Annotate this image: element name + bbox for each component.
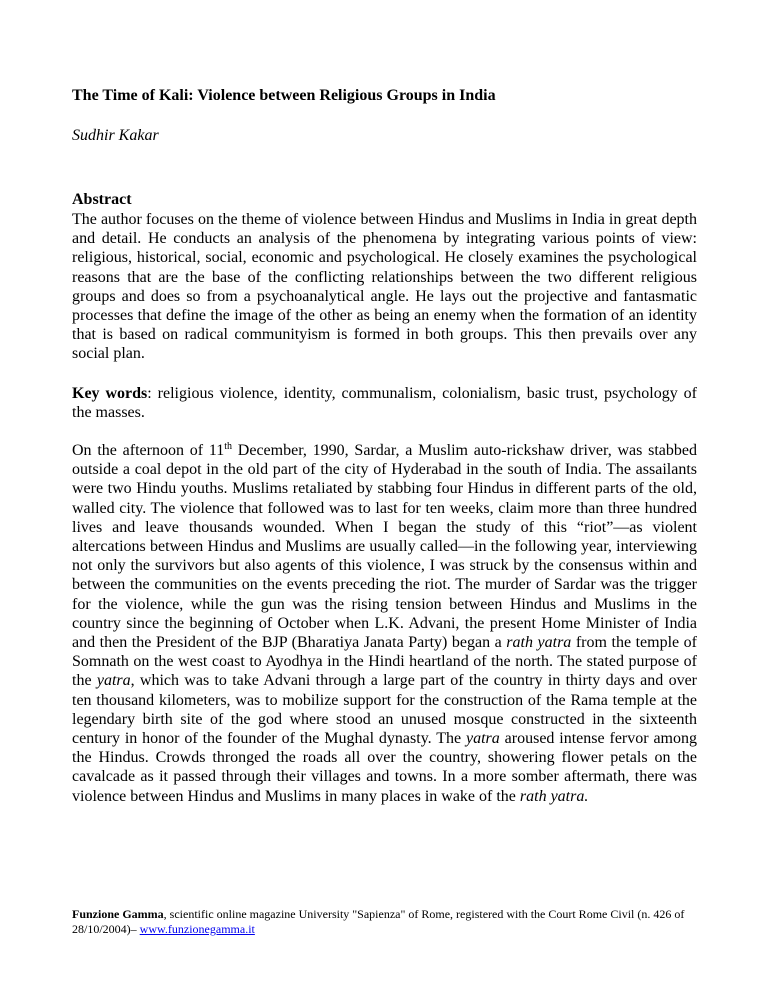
- body-text-segment: aroused intense fervor among the Hindus. Crowds thronged the roads all over the country, showering flower petals on the cavalcade as it passed through their villages and towns. In a more somber aftermath, there was violence between Hindus and Muslims in many places in wake of the: [72, 730, 697, 805]
- italic-term: yatra: [466, 730, 500, 748]
- italic-term: rath yatra.: [519, 787, 589, 805]
- body-text-segment: , which was to take Advani through a large part of the country in thirty days and over ten thousand kilometers, was to mobilize support for the construction of the Rama temple at the legendary birth site of the god where stood an unused mosque constructed in the sixteenth century in honor of the founder of the Mughal dynasty. The: [72, 672, 698, 748]
- body-text-segment: from the temple of Somnath on the west coast to Ayodhya in the Hindi heartland of the north. The stated purpose of the: [72, 634, 697, 690]
- abstract-text: The author focuses on the theme of violence between Hindus and Muslims in India in great depth and detail. He conducts an analysis of the phenomena by integrating various points of view: religious, historical, social, economic and psychological. He closely examines the psychological reasons that are the base of the conflicting relationships between the two different religious groups and does so from a psychoanalytical angle. He lays out the projective and fantasmatic processes that define the image of the other as being an enemy when the formation of an identity that is based on radical communityism is formed in both groups. This then prevails over any social plan.: [72, 211, 697, 363]
- abstract-heading: Abstract: [72, 191, 132, 208]
- italic-term: rath yatra: [506, 634, 572, 652]
- paper-title: The Time of Kali: Violence between Religious Groups in India: [72, 87, 496, 104]
- footer-text: , scientific online magazine University "Sapienza" of Rome, registered with the Court Rome Civil (n. 426 of 28/10/2004)–: [72, 907, 685, 936]
- footer-website-link[interactable]: www.funzionegamma.it: [139, 922, 255, 936]
- page-footer: [72, 907, 697, 937]
- footer-magazine-name: Funzione Gamma: [72, 907, 164, 921]
- body-text-segment: December, 1990, Sardar, a Muslim auto-rickshaw driver, was stabbed outside a coal depot in the old part of the city of Hyderabad in the south of India. The assailants were two Hindu youths. Muslims retaliated by stabbing four Hindus in different parts of the old, walled city. The violence that followed was to last for ten weeks, claim more than three hundred lives and leave thousands wounded. When I began the study of this “riot”—as violent altercations between Hindus and Muslims are usually called—in the following year, interviewing not only the survivors but also agents of this violence, I was struck by the consensus within and between the communities on the events preceding the riot. The murder of Sardar was the trigger for the violence, while the gun was the rising tension between Hindus and Muslims in the country since the beginning of October when L.K. Advani, the present Home Minister of India and then the President of the BJP (Bharatiya Janata Party) began a: [72, 442, 698, 652]
- body-paragraph: [72, 441, 697, 806]
- keywords-label: Key words: [72, 385, 148, 402]
- body-text-segment: On the afternoon of 11: [72, 442, 225, 459]
- keywords-paragraph: [72, 384, 697, 422]
- italic-term: yatra: [96, 672, 131, 690]
- ordinal-superscript: th: [224, 441, 233, 452]
- author-name: Sudhir Kakar: [72, 127, 159, 144]
- keywords-text: : religious violence, identity, communalism, colonialism, basic trust, psychology of the masses.: [72, 385, 697, 422]
